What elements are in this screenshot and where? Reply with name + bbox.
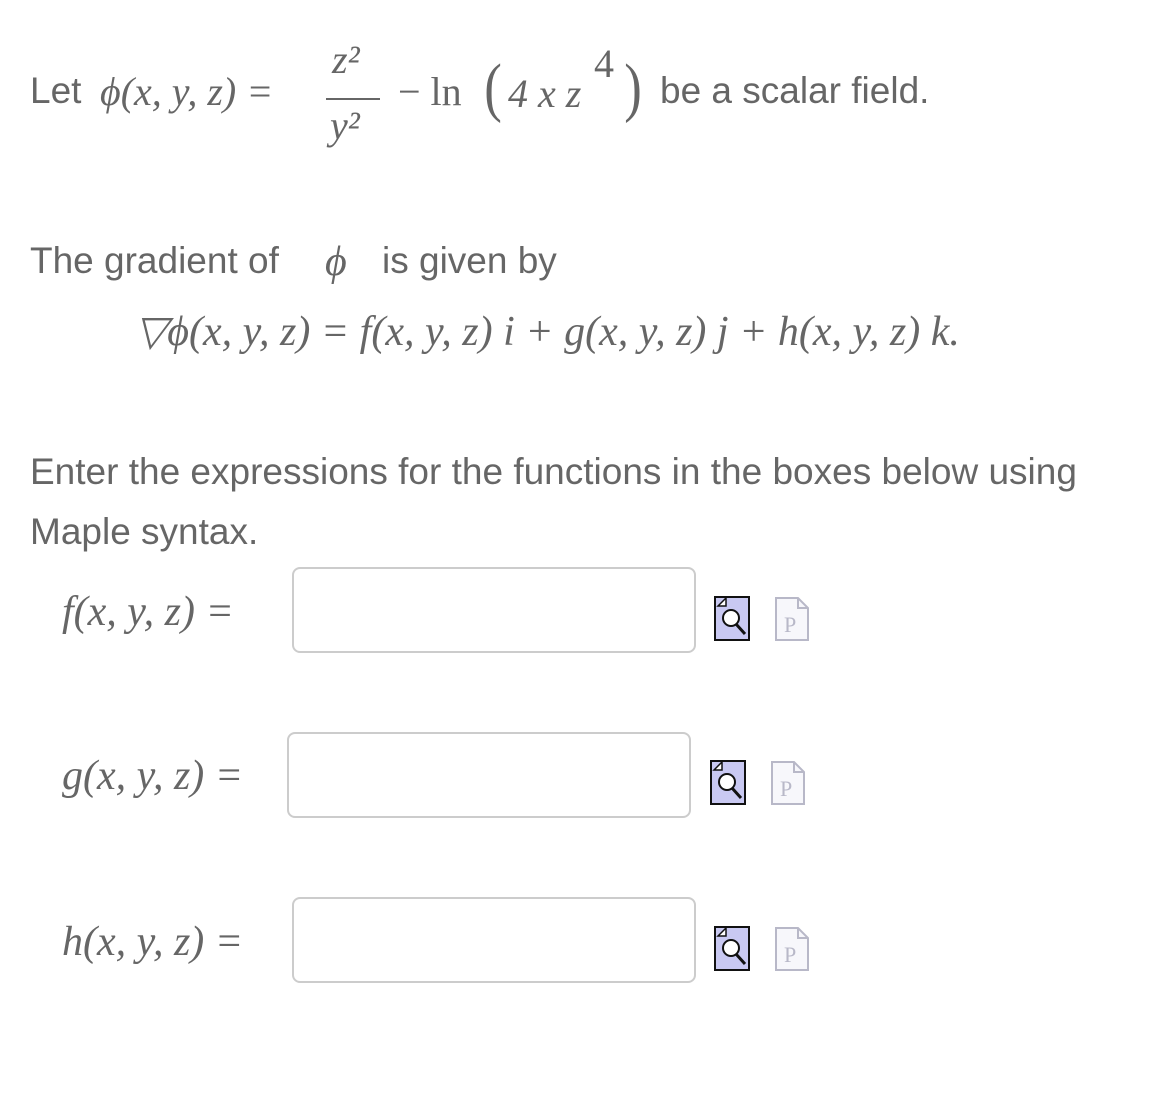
- ln-exponent: 4: [594, 41, 614, 86]
- ln-operator: − ln: [398, 69, 462, 114]
- close-paren: ): [624, 51, 642, 124]
- p-document-icon[interactable]: [770, 758, 806, 806]
- phi-definition-lhs: ϕ(x, y, z) =: [100, 69, 274, 114]
- gradient-equation: ▽ϕ(x, y, z) = f(x, y, z) i + g(x, y, z) j + h(x, y, z) k.: [135, 309, 960, 355]
- svg-text:P: P: [780, 776, 793, 801]
- p-document-icon[interactable]: [774, 594, 810, 642]
- h-answer-input[interactable]: [292, 897, 696, 983]
- svg-text:P: P: [784, 612, 797, 637]
- instructions-text: Enter the expressions for the functions in the boxes below using Maple syntax.: [30, 451, 1077, 552]
- svg-text:P: P: [784, 942, 797, 967]
- fraction-bar: [326, 98, 380, 100]
- open-paren: (: [484, 51, 502, 124]
- scalar-field-text: be a scalar field.: [660, 70, 930, 111]
- preview-magnifier-icon[interactable]: [714, 594, 750, 642]
- intro-let-text: Let: [30, 70, 82, 111]
- g-answer-input[interactable]: [287, 732, 691, 818]
- fraction-numerator: z²: [332, 37, 360, 82]
- h-label: h(x, y, z) =: [62, 919, 244, 965]
- f-answer-input[interactable]: [292, 567, 696, 653]
- p-document-icon[interactable]: [774, 924, 810, 972]
- gradient-intro-text: The gradient of: [30, 240, 279, 281]
- preview-magnifier-icon[interactable]: [714, 924, 750, 972]
- g-label: g(x, y, z) =: [62, 753, 244, 799]
- gradient-phi-symbol: ϕ: [325, 239, 347, 285]
- preview-magnifier-icon[interactable]: [710, 758, 746, 806]
- f-label: f(x, y, z) =: [62, 589, 234, 635]
- fraction-denominator: y²: [330, 103, 360, 148]
- ln-argument: 4 x z: [508, 71, 582, 116]
- gradient-intro-suffix: is given by: [382, 240, 557, 281]
